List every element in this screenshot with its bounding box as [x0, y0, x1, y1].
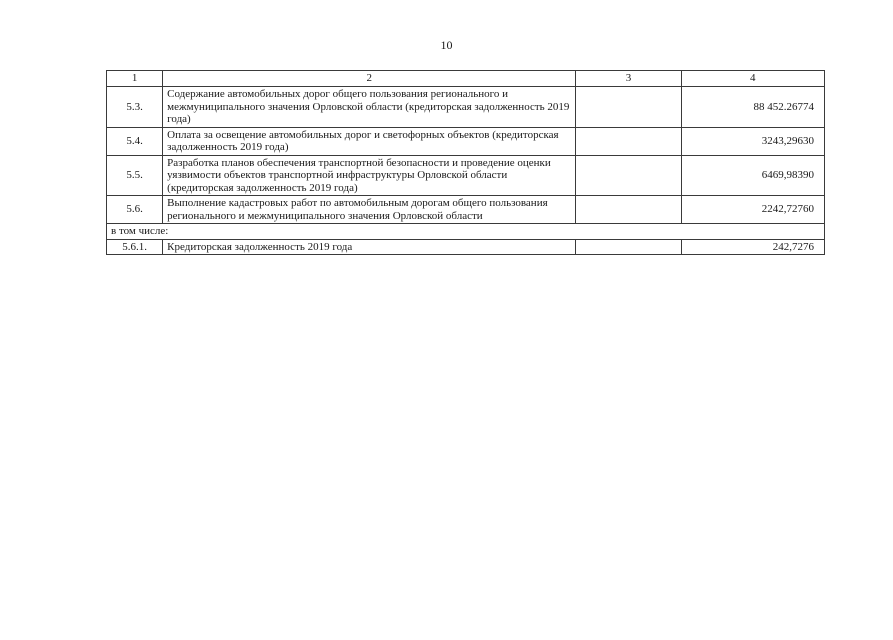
section-label: в том числе:	[107, 224, 825, 240]
row-col3	[576, 127, 681, 155]
table-row	[107, 155, 825, 196]
row-col3	[576, 87, 681, 128]
row-name: Содержание автомобильных дорог общего пользования регионального и межмуниципального значения Орловской области (кредиторская задолженность 2019 года)	[163, 87, 576, 128]
table-row	[107, 196, 825, 224]
header-col-1: 1	[107, 71, 163, 87]
row-amount: 88 452.26774	[681, 87, 824, 128]
row-amount: 242,7276	[681, 239, 824, 255]
section-row	[107, 224, 825, 240]
row-number: 5.6.1.	[107, 239, 163, 255]
row-col3	[576, 196, 681, 224]
row-name: Выполнение кадастровых работ по автомобильным дорогам общего пользования регионального и межмуниципального значения Орловской области	[163, 196, 576, 224]
row-name: Кредиторская задолженность 2019 года	[163, 239, 576, 255]
header-col-3: 3	[576, 71, 681, 87]
row-number: 5.3.	[107, 87, 163, 128]
budget-table	[106, 70, 825, 255]
table-row	[107, 87, 825, 128]
row-col3	[576, 155, 681, 196]
header-col-2: 2	[163, 71, 576, 87]
row-col3	[576, 239, 681, 255]
row-number: 5.6.	[107, 196, 163, 224]
header-col-4: 4	[681, 71, 824, 87]
row-name: Разработка планов обеспечения транспортной безопасности и проведение оценки уязвимости объектов транспортной инфраструктуры Орловской области (кредиторская задолженность 2019 года)	[163, 155, 576, 196]
row-name: Оплата за освещение автомобильных дорог и светофорных объектов (кредиторская задолженность 2019 года)	[163, 127, 576, 155]
row-amount: 3243,29630	[681, 127, 824, 155]
row-number: 5.4.	[107, 127, 163, 155]
table-row	[107, 239, 825, 255]
table-row	[107, 127, 825, 155]
page-number: 10	[440, 38, 453, 52]
row-amount: 6469,98390	[681, 155, 824, 196]
row-amount: 2242,72760	[681, 196, 824, 224]
table-header-row	[107, 71, 825, 87]
row-number: 5.5.	[107, 155, 163, 196]
